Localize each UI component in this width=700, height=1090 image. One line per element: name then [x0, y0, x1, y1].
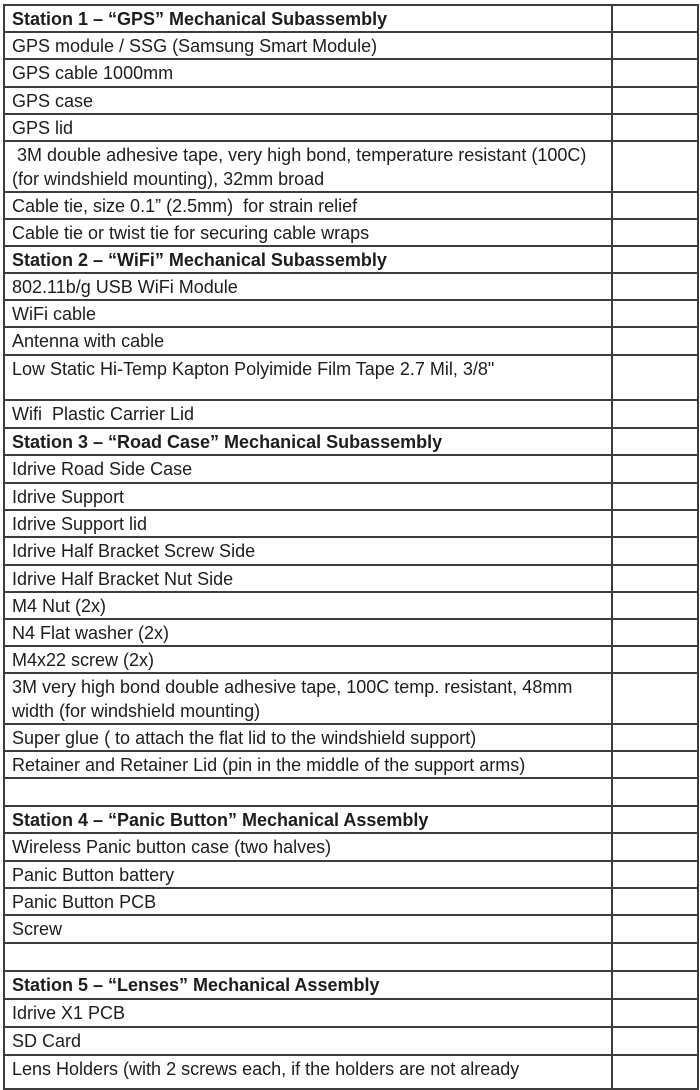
part-label-cell: Retainer and Retainer Lid (pin in the middle of the support arms) [4, 751, 612, 778]
check-cell [612, 646, 698, 673]
check-cell [612, 510, 698, 537]
document-page [0, 4, 700, 1078]
check-cell [612, 1055, 698, 1089]
part-label-cell: Idrive Road Side Case [4, 455, 612, 483]
check-cell [612, 400, 698, 428]
part-row [4, 861, 698, 888]
check-cell [612, 114, 698, 141]
part-label-cell: Idrive Half Bracket Screw Side [4, 537, 612, 565]
part-label-cell: Station 1 – “GPS” Mechanical Subassembly [4, 5, 612, 32]
part-label-cell: M4 Nut (2x) [4, 592, 612, 619]
part-row [4, 87, 698, 114]
part-label-cell: Cable tie, size 0.1” (2.5mm) for strain relief [4, 192, 612, 219]
part-label-cell: GPS case [4, 87, 612, 114]
part-row [4, 32, 698, 59]
check-cell [612, 999, 698, 1027]
check-cell [612, 592, 698, 619]
part-label-cell: Cable tie or twist tie for securing cable wraps [4, 219, 612, 246]
check-cell [612, 943, 698, 971]
check-cell [612, 5, 698, 32]
check-cell [612, 87, 698, 114]
station-header-row [4, 971, 698, 999]
part-row [4, 510, 698, 537]
part-row [4, 646, 698, 673]
check-cell [612, 141, 698, 192]
parts-checklist-table [3, 4, 699, 1090]
part-label-cell: GPS cable 1000mm [4, 59, 612, 87]
part-label-cell: Panic Button PCB [4, 888, 612, 915]
part-label-cell: Idrive X1 PCB [4, 999, 612, 1027]
blank-row [4, 778, 698, 806]
part-label-cell: GPS module / SSG (Samsung Smart Module) [4, 32, 612, 59]
check-cell [612, 455, 698, 483]
part-row [4, 833, 698, 861]
station-header-row [4, 806, 698, 833]
part-row [4, 273, 698, 300]
part-label-cell: Lens Holders (with 2 screws each, if the holders are not already [4, 1055, 612, 1089]
part-row [4, 355, 698, 400]
part-label-cell: Wireless Panic button case (two halves) [4, 833, 612, 861]
check-cell [612, 751, 698, 778]
station-header-row [4, 5, 698, 32]
part-row [4, 915, 698, 943]
part-label-cell: Idrive Half Bracket Nut Side [4, 565, 612, 592]
part-label-cell: Idrive Support lid [4, 510, 612, 537]
part-row [4, 219, 698, 246]
check-cell [612, 219, 698, 246]
part-row [4, 565, 698, 592]
blank-row [4, 943, 698, 971]
part-label-cell: Station 3 – “Road Case” Mechanical Subassembly [4, 428, 612, 455]
check-cell [612, 724, 698, 751]
part-row [4, 400, 698, 428]
check-cell [612, 565, 698, 592]
check-cell [612, 537, 698, 565]
part-row [4, 1055, 698, 1089]
part-label-cell: Station 5 – “Lenses” Mechanical Assembly [4, 971, 612, 999]
part-row [4, 999, 698, 1027]
part-row [4, 592, 698, 619]
part-label-cell: M4x22 screw (2x) [4, 646, 612, 673]
part-label-cell: Idrive Support [4, 483, 612, 510]
part-label-cell: Super glue ( to attach the flat lid to the windshield support) [4, 724, 612, 751]
part-label-cell: GPS lid [4, 114, 612, 141]
part-label-cell [4, 943, 612, 971]
part-row [4, 483, 698, 510]
part-row [4, 888, 698, 915]
part-row [4, 724, 698, 751]
part-row [4, 455, 698, 483]
part-row [4, 537, 698, 565]
check-cell [612, 273, 698, 300]
check-cell [612, 428, 698, 455]
part-row [4, 327, 698, 355]
check-cell [612, 833, 698, 861]
part-label-cell: 3M very high bond double adhesive tape, 100C temp. resistant, 48mm width (for windshield mounting) [4, 673, 612, 724]
check-cell [612, 806, 698, 833]
check-cell [612, 59, 698, 87]
part-row [4, 673, 698, 724]
check-cell [612, 915, 698, 943]
part-label-cell: 3M double adhesive tape, very high bond, temperature resistant (100C) (for windshield mounting), 32mm broad [4, 141, 612, 192]
part-row [4, 59, 698, 87]
part-row [4, 751, 698, 778]
part-label-cell: SD Card [4, 1027, 612, 1055]
check-cell [612, 888, 698, 915]
part-label-cell: Panic Button battery [4, 861, 612, 888]
check-cell [612, 327, 698, 355]
check-cell [612, 192, 698, 219]
part-label-cell: Low Static Hi-Temp Kapton Polyimide Film Tape 2.7 Mil, 3/8" [4, 355, 612, 400]
part-row [4, 300, 698, 327]
station-header-row [4, 246, 698, 273]
parts-table-body [4, 5, 698, 1089]
check-cell [612, 971, 698, 999]
part-row [4, 141, 698, 192]
part-label-cell: 802.11b/g USB WiFi Module [4, 273, 612, 300]
part-label-cell: Antenna with cable [4, 327, 612, 355]
check-cell [612, 861, 698, 888]
check-cell [612, 246, 698, 273]
check-cell [612, 32, 698, 59]
part-row [4, 192, 698, 219]
check-cell [612, 483, 698, 510]
check-cell [612, 1027, 698, 1055]
check-cell [612, 300, 698, 327]
check-cell [612, 355, 698, 400]
part-label-cell: Wifi Plastic Carrier Lid [4, 400, 612, 428]
check-cell [612, 619, 698, 646]
part-label-cell: Screw [4, 915, 612, 943]
part-label-cell: N4 Flat washer (2x) [4, 619, 612, 646]
part-label-cell: WiFi cable [4, 300, 612, 327]
part-label-cell [4, 778, 612, 806]
part-row [4, 619, 698, 646]
check-cell [612, 778, 698, 806]
station-header-row [4, 428, 698, 455]
part-row [4, 114, 698, 141]
check-cell [612, 673, 698, 724]
part-row [4, 1027, 698, 1055]
part-label-cell: Station 4 – “Panic Button” Mechanical Assembly [4, 806, 612, 833]
part-label-cell: Station 2 – “WiFi” Mechanical Subassembly [4, 246, 612, 273]
